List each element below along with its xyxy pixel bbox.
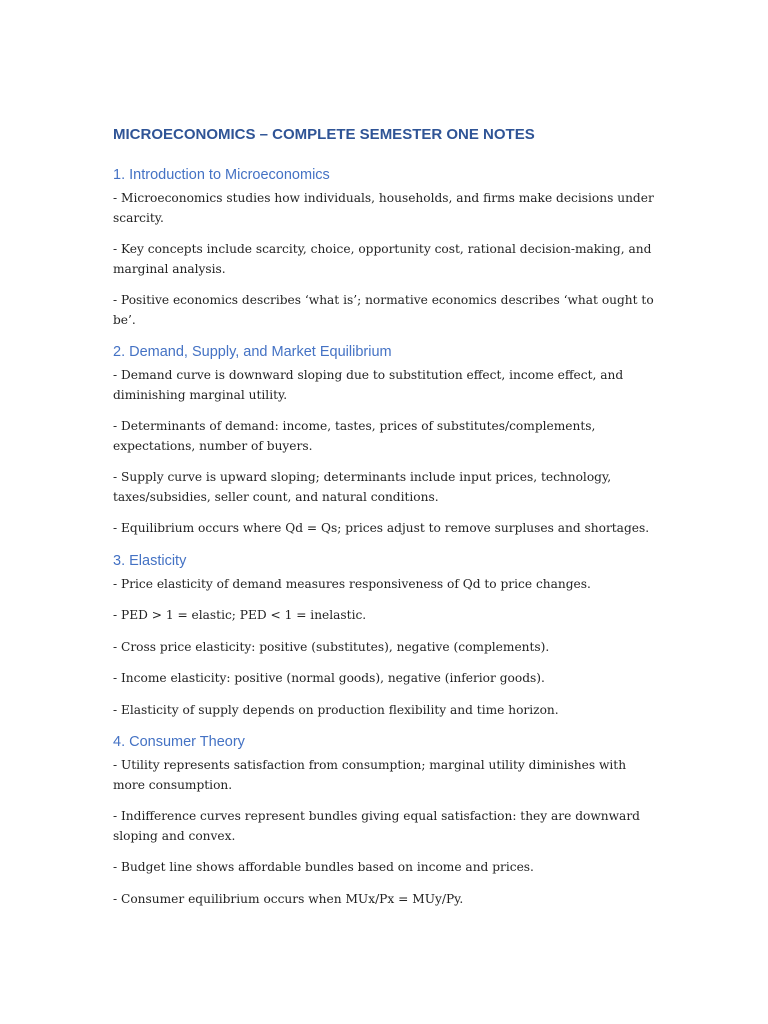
paragraph: - Price elasticity of demand measures responsiveness of Qd to price changes. [113,576,591,591]
section-consumer-theory [113,732,658,909]
paragraph: - Positive economics describes ‘what is’; normative economics describes ‘what ought to be’. [113,293,654,327]
section-demand-supply [113,342,658,539]
paragraph: - Supply curve is upward sloping; determinants include input prices, technology, taxes/subsidies, seller count, and natural conditions. [113,470,612,504]
paragraph: - Income elasticity: positive (normal goods), negative (inferior goods). [113,671,545,685]
section-heading: 3. Elasticity [113,552,187,569]
document-page [113,124,658,921]
paragraph: - Budget line shows affordable bundles based on income and prices. [113,860,534,874]
section-elasticity [113,551,658,721]
paragraph: - Microeconomics studies how individuals, households, and firms make decisions under scarcity. [113,191,654,225]
paragraph: - Demand curve is downward sloping due to substitution effect, income effect, and diminishing marginal utility. [113,368,624,402]
paragraph: - Consumer equilibrium occurs when MUx/Px = MUy/Py. [113,891,464,906]
paragraph: - Equilibrium occurs where Qd = Qs; prices adjust to remove surpluses and shortages. [113,521,650,535]
section-heading: 4. Consumer Theory [113,734,245,750]
section-introduction [113,165,658,330]
paragraph: - Cross price elasticity: positive (substitutes), negative (complements). [113,639,550,654]
section-heading: 2. Demand, Supply, and Market Equilibrium [113,344,392,360]
paragraph: - Elasticity of supply depends on production flexibility and time horizon. [113,702,559,717]
paragraph: - PED > 1 = elastic; PED < 1 = inelastic. [113,608,367,622]
paragraph: - Determinants of demand: income, tastes, prices of substitutes/complements, expectations, number of buyers. [113,419,596,453]
section-heading: 1. Introduction to Microeconomics [113,167,330,183]
paragraph: - Utility represents satisfaction from consumption; marginal utility diminishes with more consumption. [113,758,627,792]
paragraph: - Indifference curves represent bundles giving equal satisfaction: they are downward sloping and convex. [113,809,640,843]
paragraph: - Key concepts include scarcity, choice, opportunity cost, rational decision-making, and marginal analysis. [113,242,652,276]
document-title: MICROECONOMICS – COMPLETE SEMESTER ONE NOTES [113,126,535,143]
